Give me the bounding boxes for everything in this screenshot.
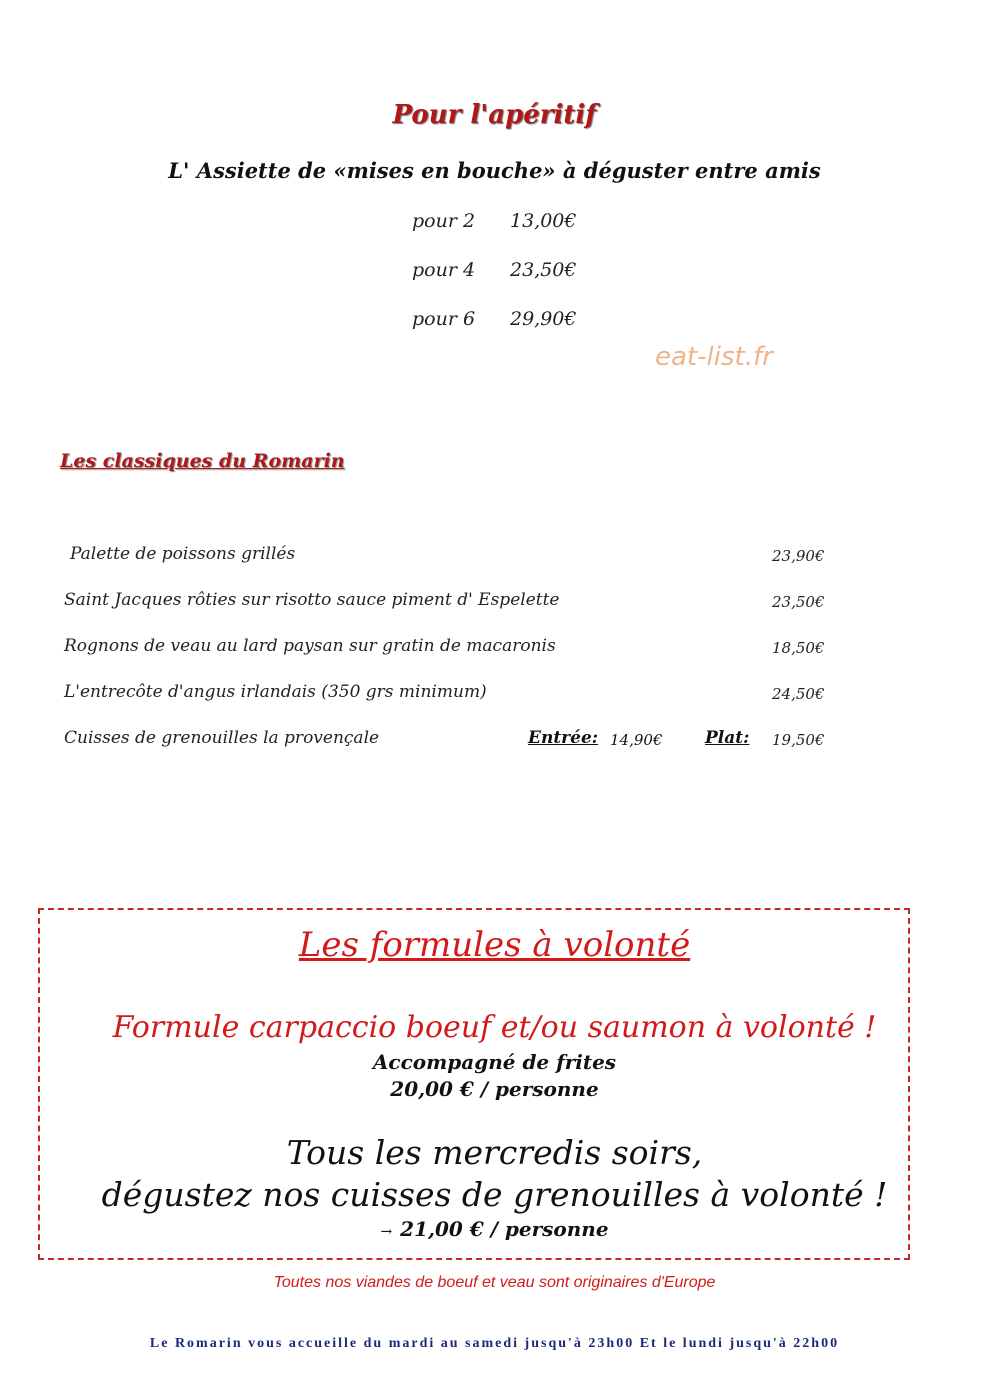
dish-name: Cuisses de grenouilles la provençale [64, 728, 380, 748]
formules-title: Les formules à volonté [298, 925, 691, 965]
dish-name: Saint Jacques rôties sur risotto sauce piment d' Espelette [64, 590, 560, 610]
classiques-title: Les classiques du Romarin [60, 450, 345, 472]
dish-price: 24,50€ [772, 685, 825, 703]
carpaccio-formula: Formule carpaccio boeuf et/ou saumon à volonté ! [112, 1010, 877, 1045]
aperitif-option-price: 13,00€ [510, 210, 577, 232]
aperitif-option-price: 23,50€ [510, 259, 577, 281]
assiette-description: L' Assiette de «mises en bouche» à déguster entre amis [168, 158, 821, 183]
dish-name: L'entrecôte d'angus irlandais (350 grs minimum) [64, 682, 487, 702]
entree-label: Entrée: [528, 728, 599, 748]
aperitif-option-label: pour 4 [412, 259, 476, 281]
arrow-icon: → [380, 1224, 393, 1240]
dish-price: 23,90€ [772, 547, 825, 565]
mercredis-line-1: Tous les mercredis soirs, [286, 1133, 703, 1172]
opening-hours: Le Romarin vous accueille du mardi au samedi jusqu'à 23h00 Et le lundi jusqu'à 22h00 [149, 1336, 840, 1351]
plat-price: 19,50€ [772, 731, 825, 749]
dish-price: 18,50€ [772, 639, 825, 657]
watermark: eat-list.fr [655, 342, 773, 372]
entree-price: 14,90€ [610, 731, 663, 749]
aperitif-option-label: pour 2 [412, 210, 476, 232]
grenouilles-price: 21,00 € / personne [400, 1217, 609, 1241]
origine-note: Toutes nos viandes de boeuf et veau sont originaires d'Europe [273, 1274, 716, 1291]
dish-name: Palette de poissons grillés [70, 544, 296, 564]
plat-label: Plat: [705, 728, 750, 748]
dish-price: 23,50€ [772, 593, 825, 611]
mercredis-line-2: dégustez nos cuisses de grenouilles à volonté ! [101, 1175, 888, 1214]
aperitif-title: Pour l'apéritif [392, 100, 597, 130]
aperitif-option-price: 29,90€ [510, 308, 577, 330]
dish-name: Rognons de veau au lard paysan sur gratin de macaronis [64, 636, 556, 656]
grenouilles-price-line [0, 1217, 989, 1241]
carpaccio-price: 20,00 € / personne [390, 1077, 599, 1101]
aperitif-option-label: pour 6 [412, 308, 476, 330]
accompaniment: Accompagné de frites [372, 1050, 617, 1074]
